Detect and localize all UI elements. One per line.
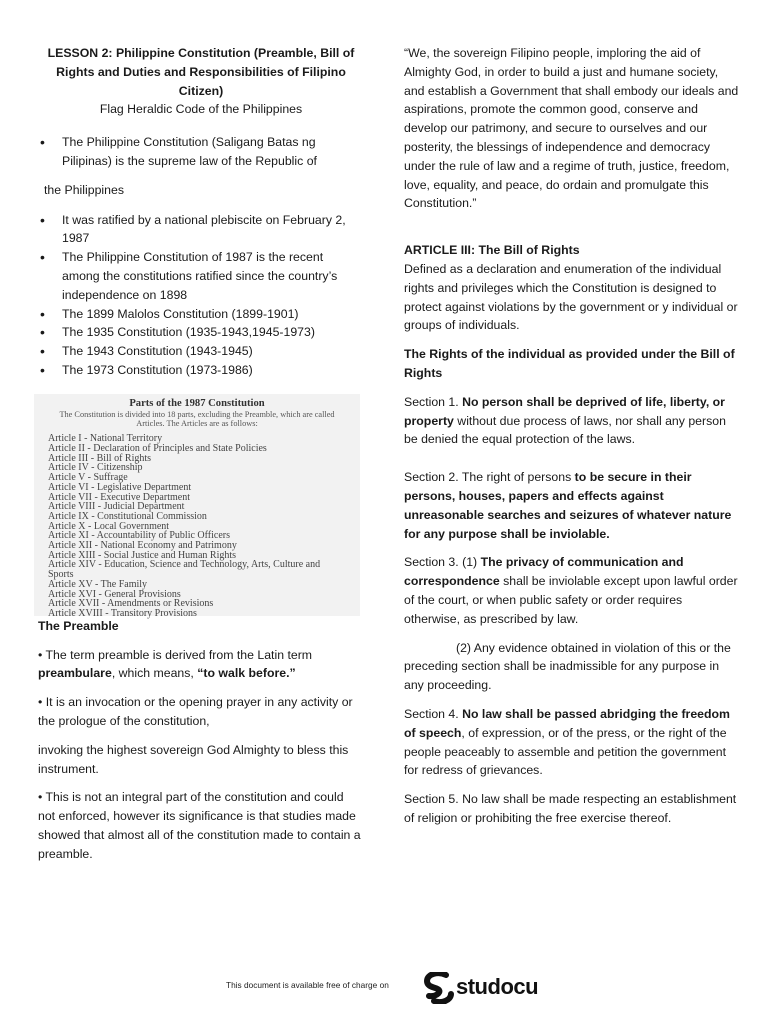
section-2: Section 2. The right of persons to be secure in their persons, houses, papers and effects against unreasonable searches and seizures of whatever nature for any purpose shall be inviolable.	[404, 470, 732, 541]
bullet-list-1	[38, 133, 364, 171]
preamble-paragraph-2: • It is an invocation or the opening prayer in any activity or the prologue of the constitution,	[38, 695, 353, 728]
article-item: Article II - Declaration of Principles and State Policies	[48, 443, 267, 455]
section-5: Section 5. No law shall be made respecting an establishment of religion or prohibiting the free exercise thereof.	[404, 792, 737, 825]
article-item: Article XIV - Education, Science and Technology, Arts, Culture and Sports	[48, 559, 321, 581]
preamble-paragraph-1: • The term preamble is derived from the Latin term preambulare, which means, “to walk before.”	[38, 647, 313, 681]
bullet-continuation: the Philippines	[44, 182, 124, 197]
right-column	[404, 44, 740, 828]
figure-title: Parts of the 1987 Constitution	[129, 397, 265, 409]
lesson-subtitle: Flag Heraldic Code of the Philippines	[99, 102, 303, 117]
studocu-brand: studocu	[456, 974, 539, 999]
list-item: • The Philippine Constitution (Saligang Batas ng Pilipinas) is the supreme law of the Republic of	[38, 133, 364, 171]
list-item: • The Philippine Constitution of 1987 is the recent among the constitutions ratified since the country’s independence on 1898	[38, 248, 364, 304]
article-item: Article XV - The Family	[48, 578, 148, 590]
left-column	[38, 44, 364, 864]
studocu-logo[interactable]	[424, 972, 564, 1004]
lesson-title: LESSON 2: Philippine Constitution (Preamble, Bill of Rights and Duties and Responsibilities of Filipino Citizen)	[47, 46, 355, 98]
article-item: Article X - Local Government	[48, 520, 170, 532]
list-item: • The 1943 Constitution (1943-1945)	[38, 342, 364, 361]
section-3: Section 3. (1) The privacy of communication and correspondence shall be inviolable except upon lawful order of the court, or when public safety or order requires otherwise, as prescribed by law.	[404, 555, 738, 626]
article-item: Article XVIII - Transitory Provisions	[48, 608, 197, 619]
article-item: Article XIII - Social Justice and Human Rights	[48, 549, 237, 561]
article-iii-heading: ARTICLE III: The Bill of Rights	[404, 243, 580, 258]
article-item: Article I - National Territory	[48, 433, 163, 445]
article-item: Article V - Suffrage	[48, 472, 128, 484]
article-item: Article III - Bill of Rights	[48, 452, 152, 464]
preamble-quote: “We, the sovereign Filipino people, imploring the aid of Almighty God, in order to build a just and humane society, and establish a Government that shall embody our ideals and aspirations, promote the common good, conserve and develop our patrimony, and secure to ourselves and our posterity, the blessings of independence and democracy under the rule of law and a regime of truth, justice, freedom, love, equality, and peace, do ordain and promulgate this Constitution.”	[404, 46, 739, 211]
list-item: • The 1935 Constitution (1935-1943,1945-1973)	[38, 323, 364, 342]
footer	[0, 970, 768, 1006]
article-item: Article XII - National Economy and Patrimony	[48, 540, 237, 552]
section-3-clause-2: (2) Any evidence obtained in violation of this or the preceding section shall be inadmissible for any purpose in any proceeding.	[404, 640, 731, 693]
article-item: Article XI - Accountability of Public Officers	[48, 530, 230, 542]
article-list	[48, 434, 360, 618]
preamble-paragraph-4: • This is not an integral part of the constitution and could not enforced, however its significance is that studies made showed that almost all of the constitution made to contain a preamble.	[38, 790, 361, 861]
rights-heading: The Rights of the individual as provided under the Bill of Rights	[404, 347, 735, 380]
figure-subtitle: The Constitution is divided into 18 parts, excluding the Preamble, which are called Articles. The Articles are as follows:	[59, 409, 335, 429]
list-item: • It was ratified by a national plebiscite on February 2, 1987	[38, 211, 364, 249]
list-item: • The 1899 Malolos Constitution (1899-1901)	[38, 305, 364, 324]
bill-of-rights-definition: Defined as a declaration and enumeration of the individual rights and privileges which the Constitution is designed to protect against violations by the government or y individual or groups of individuals.	[404, 261, 738, 333]
article-item: Article IX - Constitutional Commission	[48, 510, 207, 522]
section-1: Section 1. No person shall be deprived of life, liberty, or property without due process of laws, nor shall any person be denied the equal protection of the laws.	[404, 394, 726, 447]
footer-text: This document is available free of charge on	[226, 980, 389, 990]
list-item: • The 1973 Constitution (1973-1986)	[38, 361, 364, 380]
constitution-parts-figure	[34, 394, 360, 619]
article-item: Article VI - Legislative Department	[48, 481, 192, 493]
preamble-heading: The Preamble	[38, 618, 119, 633]
studocu-logo-icon	[424, 972, 454, 1004]
article-item: Article XVII - Amendments or Revisions	[48, 598, 214, 610]
preamble-paragraph-3: invoking the highest sovereign God Almighty to bless this instrument.	[38, 742, 349, 776]
article-item: Article IV - Citizenship	[48, 462, 143, 474]
bullet-list-2	[38, 211, 364, 380]
section-4: Section 4. No law shall be passed abridging the freedom of speech, of expression, or of the press, or the right of the people peaceably to assemble and petition the government for redress of grievances.	[404, 706, 730, 778]
article-item: Article XVI - General Provisions	[48, 588, 181, 600]
article-item: Article VII - Executive Department	[48, 491, 190, 503]
article-item: Article VIII - Judicial Department	[48, 501, 185, 513]
